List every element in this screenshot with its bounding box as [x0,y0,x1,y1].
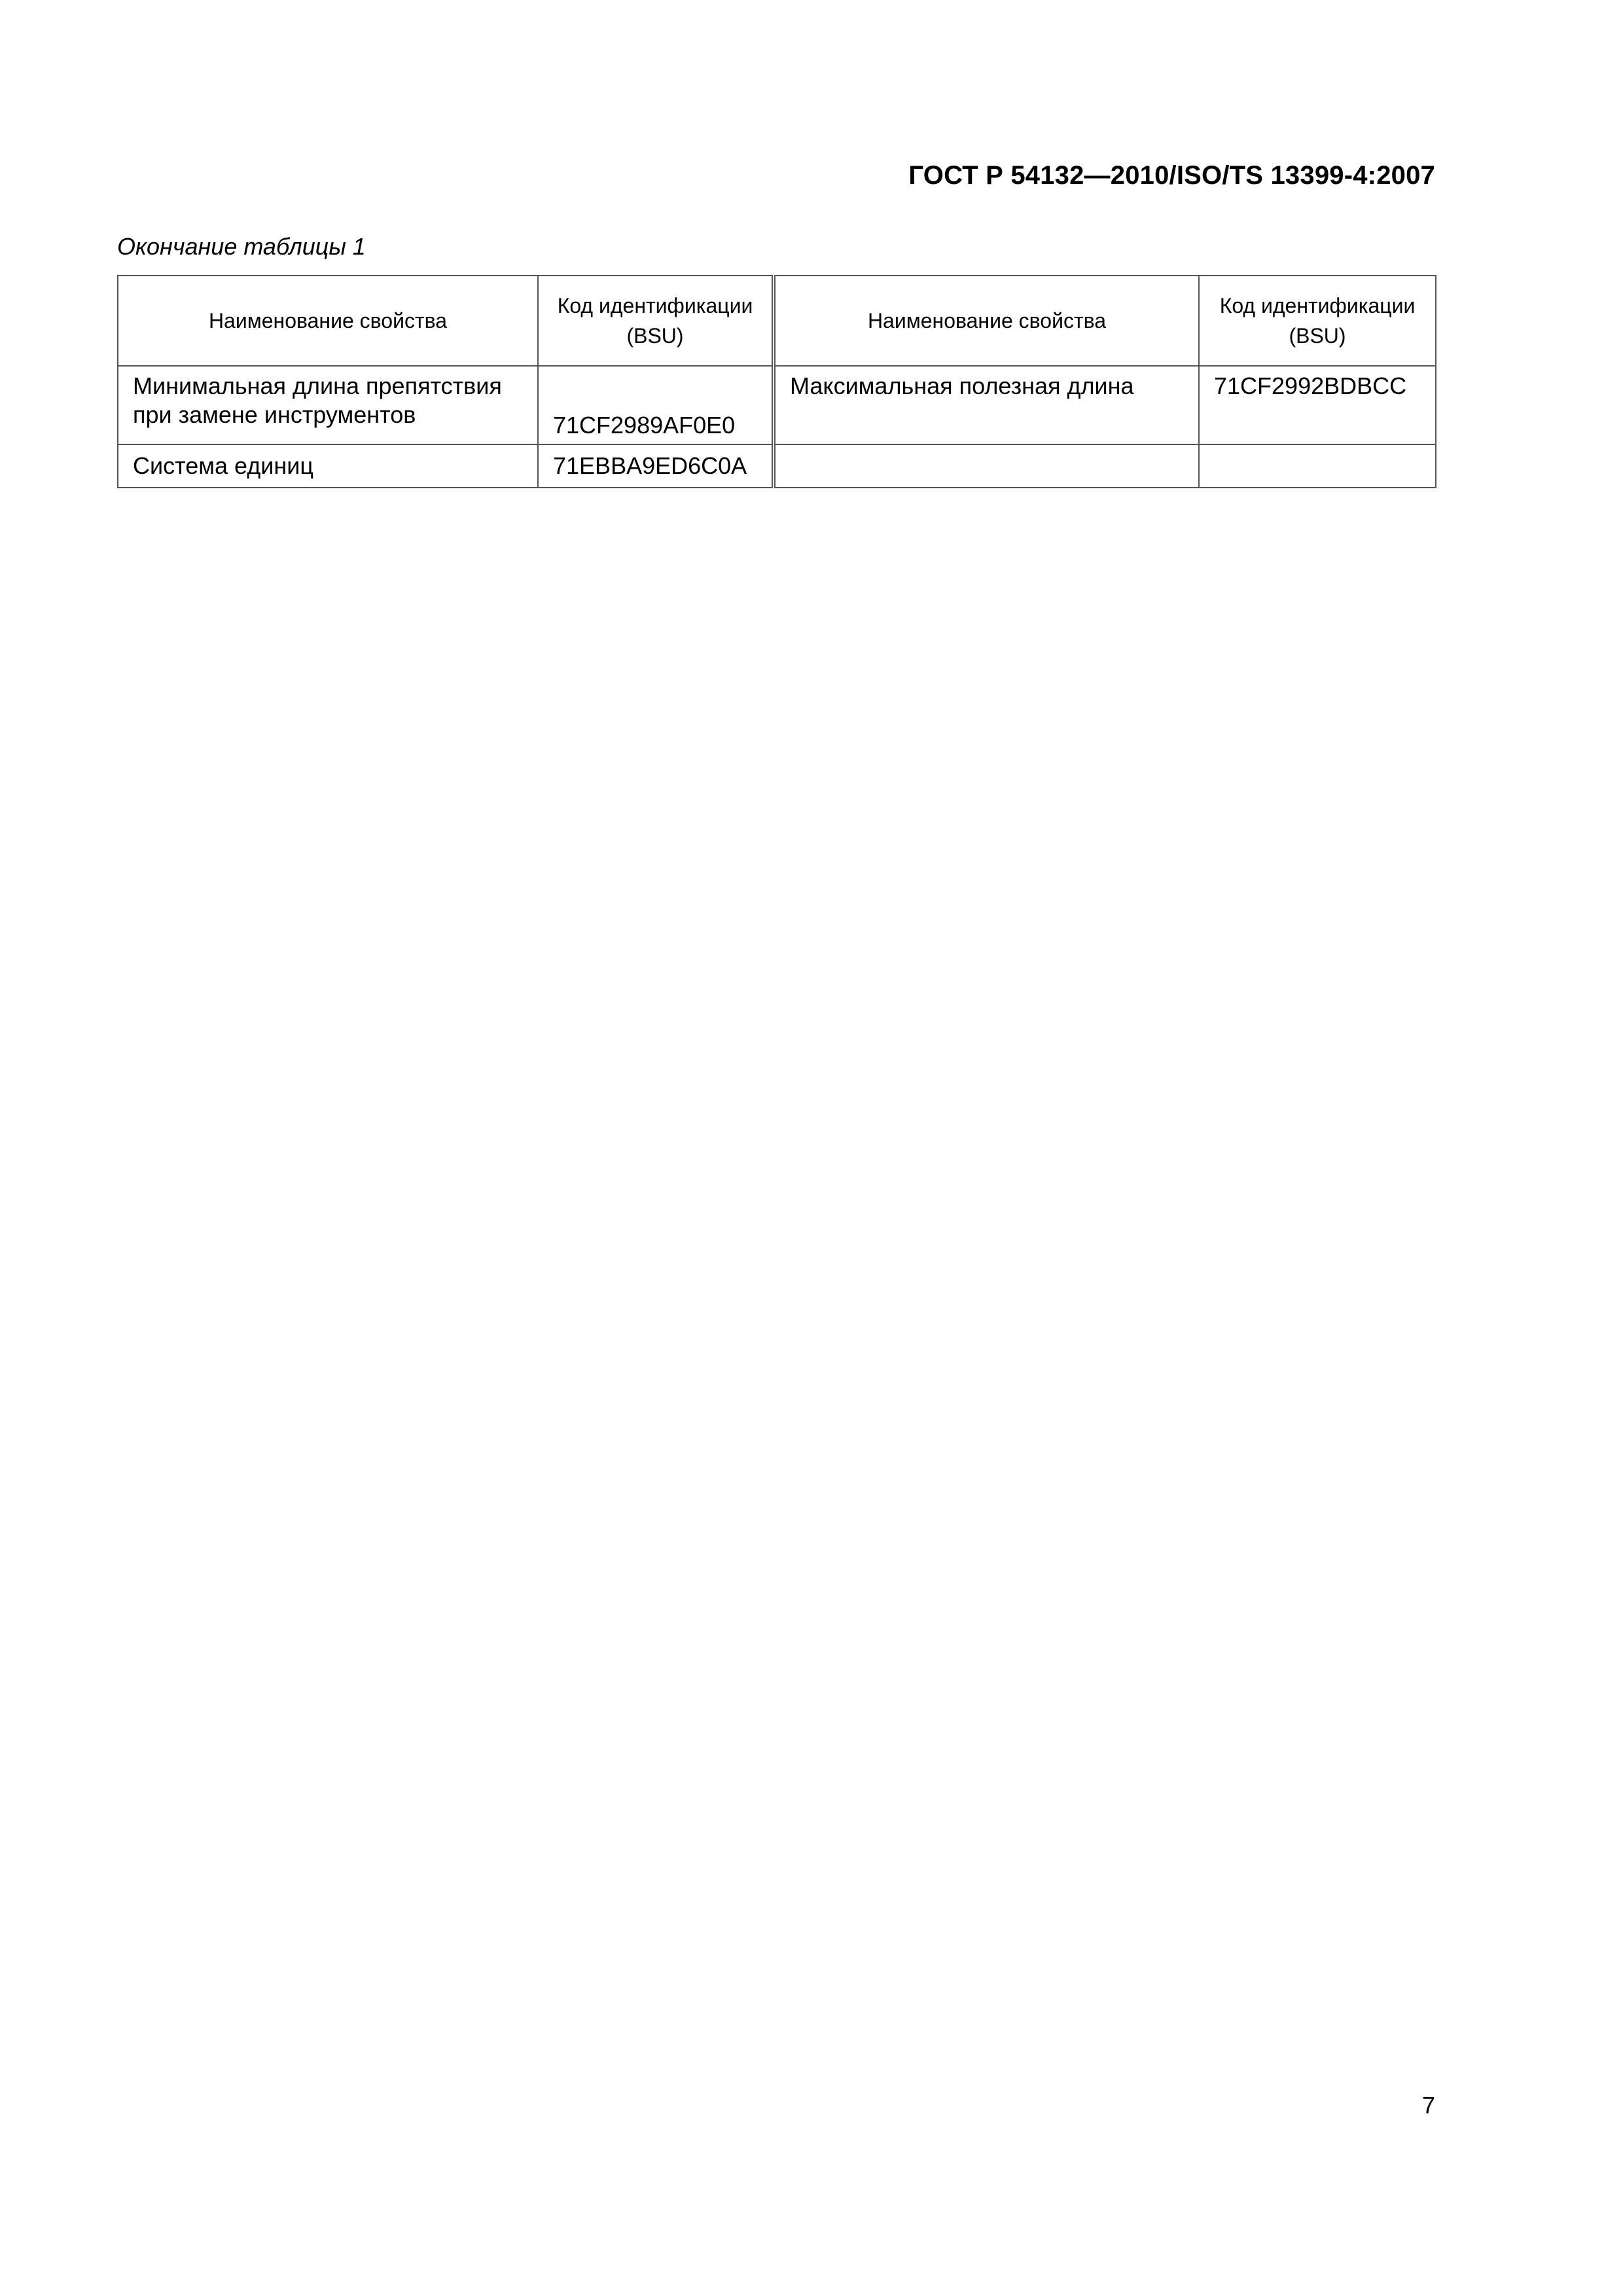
column-header-property-name: Наименование свойства [774,276,1199,366]
table-cell: 71CF2989AF0E0 [538,366,774,444]
column-header-property-name: Наименование свойства [118,276,538,366]
table-row [118,444,1436,488]
table-row [118,366,1436,444]
column-header-bsu-code: Код идентификации (BSU) [1199,276,1436,366]
table-cell: Минимальная длина препятствия при замене инструментов [118,366,538,444]
table-cell [1199,444,1436,488]
table-cell: 71CF2992BDBCC [1199,366,1436,444]
table-caption: Окончание таблицы 1 [117,233,366,260]
table-cell: Система единиц [118,444,538,488]
table-header-row [118,276,1436,366]
document-header: ГОСТ Р 54132—2010/ISO/TS 13399-4:2007 [908,161,1435,190]
column-header-bsu-code: Код идентификации (BSU) [538,276,774,366]
table-cell: Максимальная полезная длина [774,366,1199,444]
table-cell [774,444,1199,488]
table-cell: 71EBBA9ED6C0A [538,444,774,488]
properties-table [117,275,1436,488]
page-number: 7 [1421,2092,1435,2119]
